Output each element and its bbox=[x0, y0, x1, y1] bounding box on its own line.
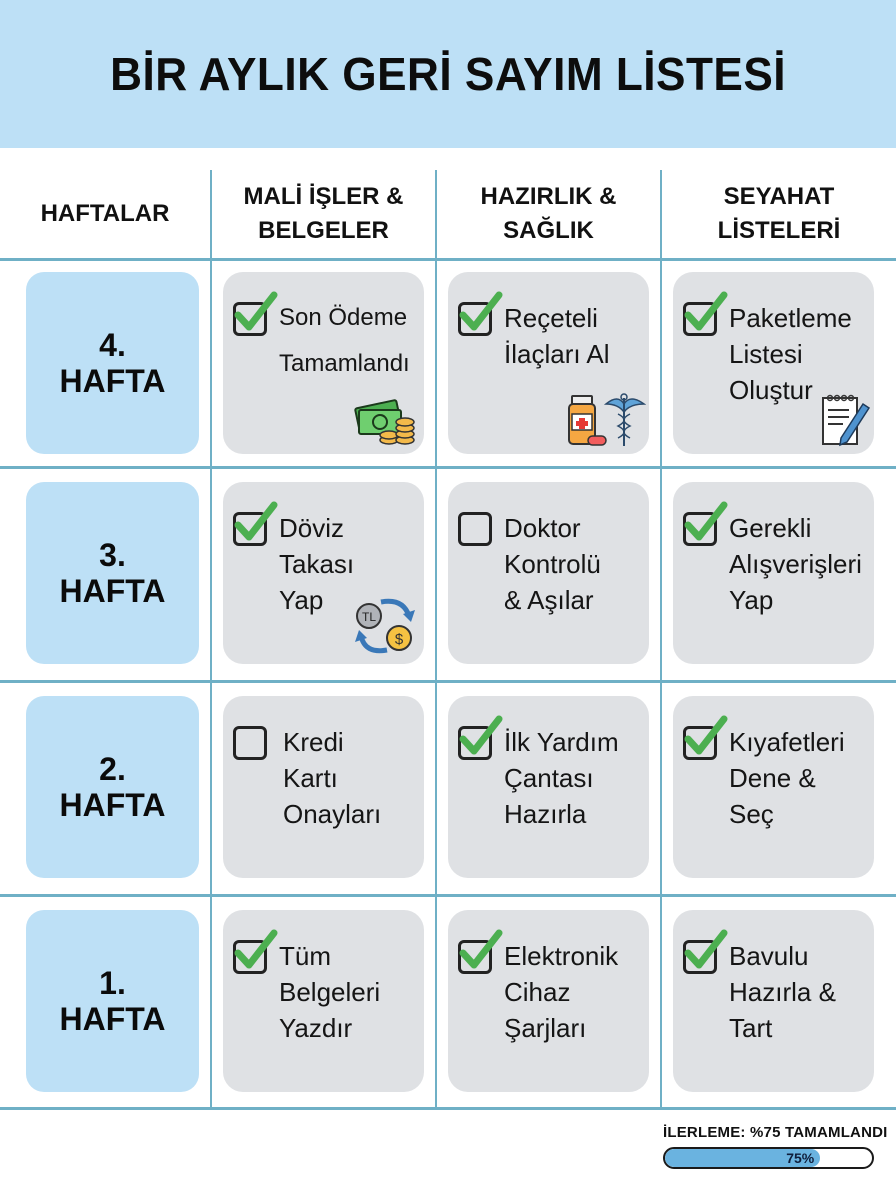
task-label: Paketleme Listesi Oluştur bbox=[729, 303, 852, 405]
checkbox-checked[interactable] bbox=[683, 302, 717, 336]
progress-bar bbox=[663, 1147, 874, 1169]
notepad-pencil-icon bbox=[819, 390, 871, 448]
grid-divider bbox=[0, 1107, 896, 1110]
grid-divider bbox=[660, 170, 662, 1110]
task-label: Bavulu Hazırla & Tart bbox=[729, 941, 836, 1043]
progress-section bbox=[663, 1124, 888, 1169]
svg-text:$: $ bbox=[394, 631, 404, 648]
column-header-health bbox=[437, 170, 660, 258]
grid-divider bbox=[0, 894, 896, 897]
task-label: Tüm Belgeleri Yazdır bbox=[279, 941, 381, 1043]
task-card[interactable] bbox=[448, 910, 649, 1092]
grid-divider bbox=[210, 170, 212, 1110]
svg-text:TL: TL bbox=[361, 610, 377, 624]
checkbox-checked[interactable] bbox=[683, 940, 717, 974]
checkmark-icon bbox=[457, 715, 503, 761]
checkbox-checked[interactable] bbox=[233, 302, 267, 336]
column-header-weeks bbox=[0, 170, 210, 258]
week-label-3 bbox=[26, 482, 199, 664]
checklist-grid bbox=[0, 170, 896, 1110]
checkbox-unchecked[interactable] bbox=[233, 726, 267, 760]
grid-divider bbox=[0, 258, 896, 261]
task-card[interactable] bbox=[223, 910, 424, 1092]
task-card[interactable] bbox=[673, 696, 874, 878]
task-card[interactable] bbox=[673, 482, 874, 664]
task-card[interactable] bbox=[448, 272, 649, 454]
page-header bbox=[0, 0, 896, 148]
checkmark-icon bbox=[682, 501, 728, 547]
checkmark-icon bbox=[682, 715, 728, 761]
checkbox-checked[interactable] bbox=[458, 302, 492, 336]
checkbox-checked[interactable] bbox=[683, 726, 717, 760]
medicine-caduceus-icon bbox=[566, 392, 646, 448]
column-header-label: HAFTALAR bbox=[40, 200, 170, 227]
task-label: Doktor Kontrolü & Aşılar bbox=[504, 513, 601, 615]
week-label-1 bbox=[26, 910, 199, 1092]
week-label-4 bbox=[26, 272, 199, 454]
task-card[interactable] bbox=[448, 482, 649, 664]
week-number: 1. bbox=[99, 965, 126, 1001]
checkmark-icon bbox=[457, 929, 503, 975]
progress-value: 75% bbox=[786, 1150, 815, 1166]
task-card[interactable] bbox=[448, 696, 649, 878]
progress-label: İLERLEME: %75 TAMAMLANDI bbox=[663, 1124, 888, 1141]
task-card[interactable] bbox=[223, 482, 424, 664]
column-header-travel bbox=[662, 170, 896, 258]
checkmark-icon bbox=[457, 291, 503, 337]
checkmark-icon bbox=[232, 291, 278, 337]
checkbox-checked[interactable] bbox=[683, 512, 717, 546]
task-label: Döviz Takası Yap bbox=[279, 513, 355, 615]
money-coins-icon bbox=[353, 396, 417, 448]
task-label: Kıyafetleri Dene & Seç bbox=[729, 727, 845, 829]
week-text: HAFTA bbox=[59, 363, 166, 399]
progress-fill bbox=[665, 1149, 820, 1167]
week-text: HAFTA bbox=[59, 787, 166, 823]
grid-divider bbox=[0, 466, 896, 469]
page-title: BİR AYLIK GERİ SAYIM LİSTESİ bbox=[110, 48, 786, 100]
task-label: Gerekli Alışverişleri Yap bbox=[729, 513, 862, 615]
checkmark-icon bbox=[682, 929, 728, 975]
task-card[interactable] bbox=[673, 910, 874, 1092]
task-label: İlk Yardım Çantası Hazırla bbox=[504, 727, 619, 829]
task-card[interactable] bbox=[223, 696, 424, 878]
task-card[interactable] bbox=[223, 272, 424, 454]
grid-divider bbox=[0, 680, 896, 683]
column-header-finance bbox=[212, 170, 435, 258]
task-card[interactable] bbox=[673, 272, 874, 454]
column-header-label: SEYAHAT LİSTELERİ bbox=[717, 183, 841, 244]
task-label: Kredi Kartı Onayları bbox=[283, 727, 382, 829]
task-label: Elektronik Cihaz Şarjları bbox=[504, 941, 619, 1043]
week-text: HAFTA bbox=[59, 1001, 166, 1037]
checkmark-icon bbox=[232, 929, 278, 975]
checkbox-checked[interactable] bbox=[458, 940, 492, 974]
checkbox-checked[interactable] bbox=[233, 940, 267, 974]
checkbox-unchecked[interactable] bbox=[458, 512, 492, 546]
checkmark-icon bbox=[682, 291, 728, 337]
checkbox-checked[interactable] bbox=[233, 512, 267, 546]
task-label: Son Ödeme Tamamlandı bbox=[279, 304, 410, 377]
week-label-2 bbox=[26, 696, 199, 878]
week-number: 4. bbox=[99, 327, 126, 363]
currency-exchange-icon bbox=[353, 596, 417, 656]
week-number: 3. bbox=[99, 537, 126, 573]
week-number: 2. bbox=[99, 751, 126, 787]
task-label: Reçeteli İlaçları Al bbox=[504, 303, 610, 369]
checkmark-icon bbox=[232, 501, 278, 547]
column-header-label: HAZIRLIK & SAĞLIK bbox=[480, 183, 617, 244]
week-text: HAFTA bbox=[59, 573, 166, 609]
checkbox-checked[interactable] bbox=[458, 726, 492, 760]
grid-divider bbox=[435, 170, 437, 1110]
column-header-label: MALİ İŞLER & BELGELER bbox=[243, 183, 404, 244]
